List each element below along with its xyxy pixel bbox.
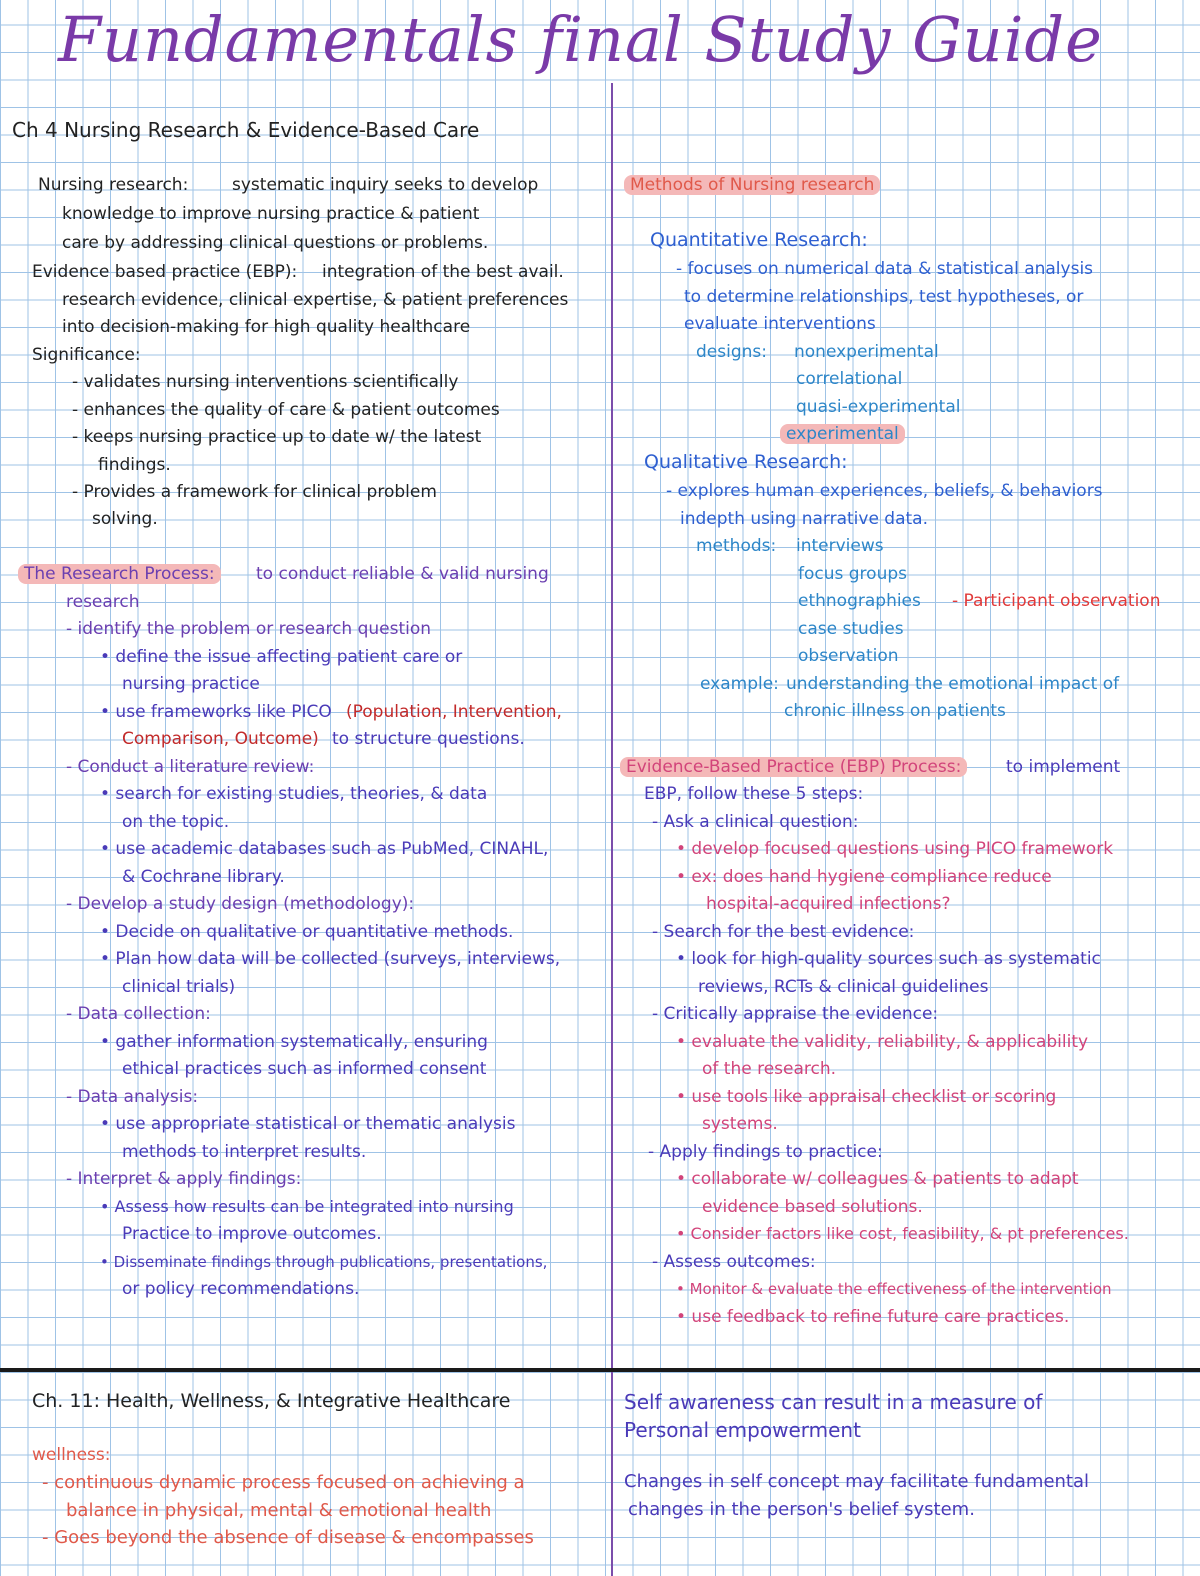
process-bullet: • use appropriate statistical or thematic analysis: [100, 1114, 516, 1134]
qualitative-def: - explores human experiences, beliefs, & behaviors: [666, 481, 1103, 501]
ebp-bullet: of the research.: [702, 1059, 837, 1079]
research-process-text: to conduct reliable & valid nursing: [256, 564, 549, 584]
method-item: ethnographies: [798, 591, 921, 611]
highlight: The Research Process:: [18, 564, 221, 584]
process-bullet: • Assess how results can be integrated into nursing: [100, 1197, 514, 1216]
research-process-label: [18, 563, 221, 585]
wellness-item: balance in physical, mental & emotional health: [66, 1500, 492, 1521]
ebp-def: research evidence, clinical expertise, & patient preferences: [62, 290, 569, 310]
qualitative-heading: Qualitative Research:: [644, 451, 848, 473]
process-bullet: • define the issue affecting patient care or: [100, 647, 463, 667]
example-text: understanding the emotional impact of: [786, 674, 1120, 694]
example-label: example:: [700, 674, 779, 694]
process-step: - Data collection:: [66, 1004, 211, 1024]
process-step: - Conduct a literature review:: [66, 757, 315, 777]
design-item: nonexperimental: [794, 342, 939, 362]
ebp-bullet: • Monitor & evaluate the effectiveness of the intervention: [676, 1280, 1112, 1298]
process-bullet: • use academic databases such as PubMed, CINAHL,: [100, 839, 549, 859]
design-item: quasi-experimental: [796, 397, 961, 417]
chapter-11-heading: Ch. 11: Health, Wellness, & Integrative Healthcare: [32, 1390, 511, 1412]
process-bullet: to structure questions.: [332, 729, 525, 749]
quantitative-def: to determine relationships, test hypotheses, or: [684, 287, 1084, 307]
ebp-bullet: • collaborate w/ colleagues & patients to adapt: [676, 1169, 1079, 1189]
ebp-process-heading: [620, 756, 967, 778]
ebp-bullet: • evaluate the validity, reliability, & applicability: [676, 1032, 1089, 1052]
method-item: case studies: [798, 619, 904, 639]
participant-observation-note: - Participant observation: [952, 591, 1161, 611]
process-step: - Develop a study design (methodology):: [66, 894, 415, 914]
ebp-bullet: evidence based solutions.: [702, 1197, 923, 1217]
ebp-step: - Search for the best evidence:: [652, 922, 915, 942]
research-process-text: research: [66, 592, 140, 612]
ebp-step: - Apply findings to practice:: [648, 1142, 883, 1162]
ebp-bullet: • look for high-quality sources such as systematic: [676, 949, 1101, 969]
significance-item: solving.: [92, 509, 158, 529]
methods-label: methods:: [696, 536, 777, 556]
self-concept-note: Changes in self concept may facilitate fundamental: [624, 1471, 1090, 1492]
wellness-item: - Goes beyond the absence of disease & encompasses: [42, 1527, 534, 1548]
ebp-step: - Assess outcomes:: [652, 1252, 816, 1272]
page-title: Fundamentals final Study Guide: [58, 3, 1103, 76]
process-bullet: • search for existing studies, theories, & data: [100, 784, 488, 804]
wellness-item: - continuous dynamic process focused on achieving a: [42, 1472, 525, 1493]
process-step: - Data analysis:: [66, 1087, 199, 1107]
significance-item: - enhances the quality of care & patient outcomes: [72, 400, 500, 420]
ebp-bullet: reviews, RCTs & clinical guidelines: [698, 977, 989, 997]
self-awareness-note: Personal empowerment: [624, 1418, 861, 1442]
quantitative-def: - focuses on numerical data & statistical analysis: [676, 259, 1094, 279]
section-divider: [0, 1368, 1200, 1372]
process-step: - Interpret & apply findings:: [66, 1169, 302, 1189]
highlight: Methods of Nursing research: [624, 175, 880, 195]
significance-item: - keeps nursing practice up to date w/ the latest: [72, 427, 482, 447]
qualitative-def: indepth using narrative data.: [680, 509, 929, 529]
ebp-bullet: • use tools like appraisal checklist or scoring: [676, 1087, 1057, 1107]
process-bullet: ethical practices such as informed consent: [122, 1059, 487, 1079]
process-bullet: • Decide on qualitative or quantitative methods.: [100, 922, 514, 942]
chapter-4-heading: Ch 4 Nursing Research & Evidence-Based Care: [12, 118, 480, 142]
ebp-def: integration of the best avail.: [322, 262, 564, 282]
method-item: interviews: [796, 536, 884, 556]
nursing-research-def: knowledge to improve nursing practice & patient: [62, 204, 480, 224]
process-bullet: Practice to improve outcomes.: [122, 1224, 382, 1244]
ebp-step: - Ask a clinical question:: [652, 812, 859, 832]
nursing-research-def: care by addressing clinical questions or problems.: [62, 233, 489, 253]
self-awareness-note: Self awareness can result in a measure of: [624, 1390, 1043, 1414]
designs-label: designs:: [696, 342, 767, 362]
self-concept-note: changes in the person's belief system.: [628, 1499, 975, 1520]
significance-item: - Provides a framework for clinical problem: [72, 482, 437, 502]
highlight: Evidence-Based Practice (EBP) Process:: [620, 757, 967, 777]
wellness-label: wellness:: [32, 1445, 111, 1465]
design-item: correlational: [796, 369, 903, 389]
ebp-bullet: systems.: [702, 1114, 778, 1134]
process-bullet: • use frameworks like PICO: [100, 702, 332, 722]
significance-item: - validates nursing interventions scientifically: [72, 372, 459, 392]
example-text: chronic illness on patients: [784, 701, 1006, 721]
highlight: experimental: [780, 424, 905, 444]
process-bullet: nursing practice: [122, 674, 260, 694]
process-bullet: • Disseminate findings through publications, presentations,: [100, 1253, 548, 1271]
method-item: focus groups: [798, 564, 907, 584]
nursing-research-def: systematic inquiry seeks to develop: [232, 175, 539, 195]
ebp-bullet: • develop focused questions using PICO framework: [676, 839, 1114, 859]
process-bullet: • gather information systematically, ensuring: [100, 1032, 488, 1052]
process-bullet: or policy recommendations.: [122, 1279, 360, 1299]
ebp-process-text: to implement: [1006, 757, 1121, 777]
process-bullet: clinical trials): [122, 977, 236, 997]
quantitative-def: evaluate interventions: [684, 314, 876, 334]
pico-text: Comparison, Outcome): [122, 729, 319, 749]
ebp-bullet: • Consider factors like cost, feasibility, & pt preferences.: [676, 1224, 1129, 1243]
significance-item: findings.: [98, 455, 171, 475]
significance-label: Significance:: [32, 345, 141, 365]
pico-text: (Population, Intervention,: [346, 702, 562, 722]
methods-heading: [624, 174, 880, 196]
process-step: - identify the problem or research question: [66, 619, 432, 639]
process-bullet: methods to interpret results.: [122, 1142, 367, 1162]
ebp-step: - Critically appraise the evidence:: [652, 1004, 939, 1024]
ebp-bullet: • use feedback to refine future care practices.: [676, 1307, 1070, 1327]
ebp-bullet: • ex: does hand hygiene compliance reduce: [676, 867, 1052, 887]
ebp-term: Evidence based practice (EBP):: [32, 262, 298, 282]
nursing-research-term: Nursing research:: [38, 175, 189, 195]
ebp-process-text: EBP, follow these 5 steps:: [644, 784, 864, 804]
ebp-bullet: hospital-acquired infections?: [706, 894, 951, 914]
quantitative-heading: Quantitative Research:: [650, 229, 868, 251]
ebp-def: into decision-making for high quality healthcare: [62, 317, 471, 337]
process-bullet: • Plan how data will be collected (surveys, interviews,: [100, 949, 561, 969]
design-item: [780, 423, 905, 445]
column-divider: [611, 83, 613, 1576]
process-bullet: on the topic.: [122, 812, 230, 832]
method-item: observation: [798, 646, 899, 666]
process-bullet: & Cochrane library.: [122, 867, 285, 887]
